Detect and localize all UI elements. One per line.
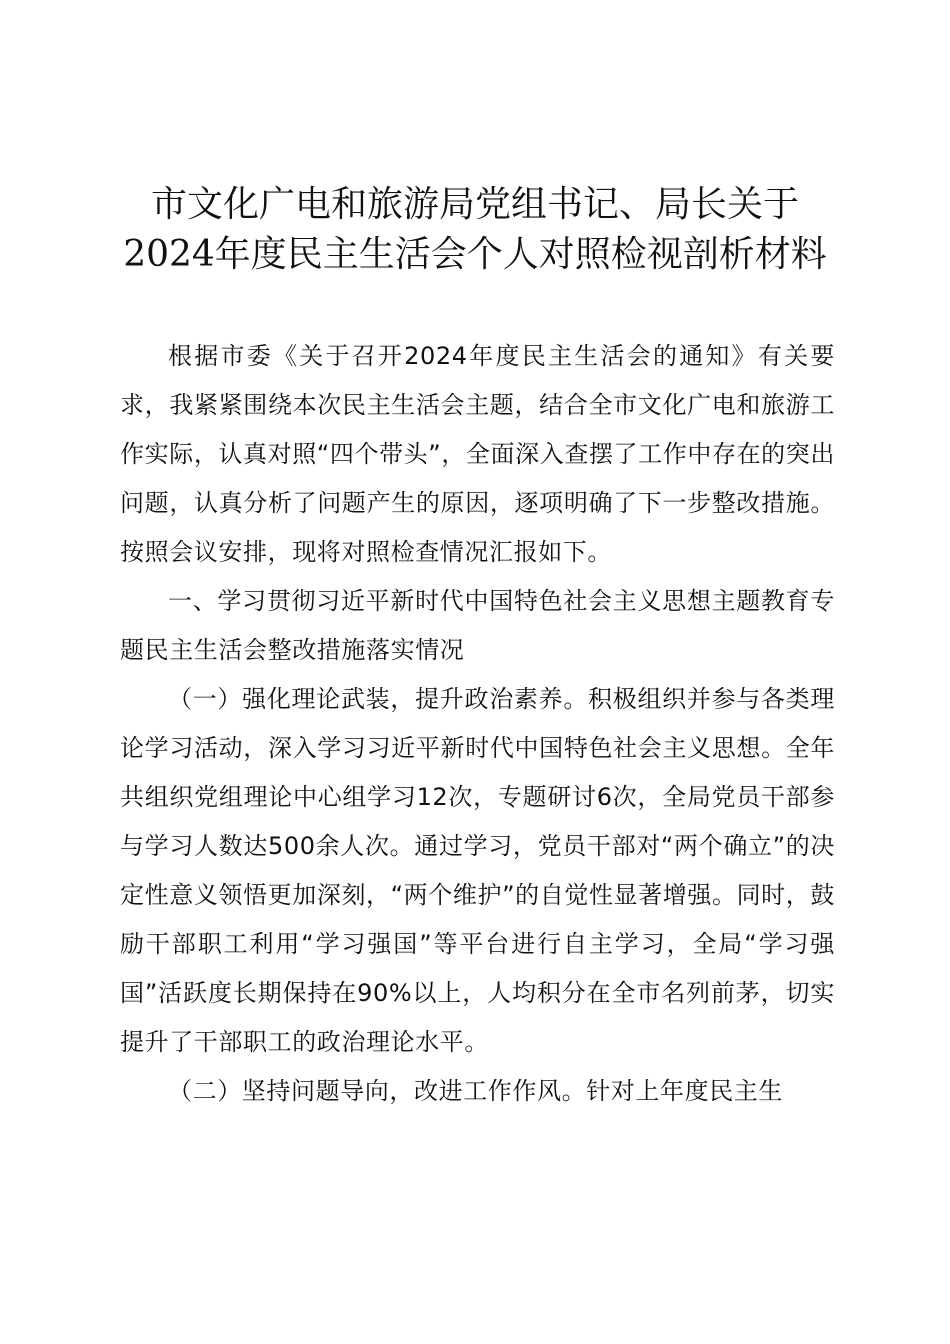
title-line-1: 市文化广电和旅游局党组书记、局长关于: [150, 184, 799, 225]
intro-paragraph: 根据市委《关于召开2024年度民主生活会的通知》有关要求，我紧紧围绕本次民主生活会主题，结合全市文化广电和旅游工作实际，认真对照“四个带头”，全面深入查摆了工作中存在的突出问题，认真分析了问题产生的原因，逐项明确了下一步整改措施。按照会议安排，现将对照检查情况汇报如下。: [120, 342, 835, 566]
subsection-1-paragraph: （一）强化理论武装，提升政治素养。积极组织并参与各类理论学习活动，深入学习习近平新时代中国特色社会主义思想。全年共组织党组理论中心组学习12次，专题研讨6次，全局党员干部参与学习人数达500余人次。通过学习，党员干部对“两个确立”的决定性意义领悟更加深刻，“两个维护”的自觉性显著增强。同时，鼓励干部职工利用“学习强国”等平台进行自主学习，全局“学习强国”活跃度长期保持在90%以上，人均积分在全市名列前茅，切实提升了干部职工的政治理论水平。: [120, 685, 835, 1056]
section-heading: 一、学习贯彻习近平新时代中国特色社会主义思想主题教育专题民主生活会整改措施落实情况: [120, 587, 835, 664]
document-body: [120, 332, 835, 1116]
title-line-2: 2024年度民主生活会个人对照检视剖析材料: [123, 234, 827, 275]
document-title: [0, 180, 950, 280]
subsection-2-paragraph: （二）坚持问题导向，改进工作作风。针对上年度民主生: [168, 1077, 783, 1105]
